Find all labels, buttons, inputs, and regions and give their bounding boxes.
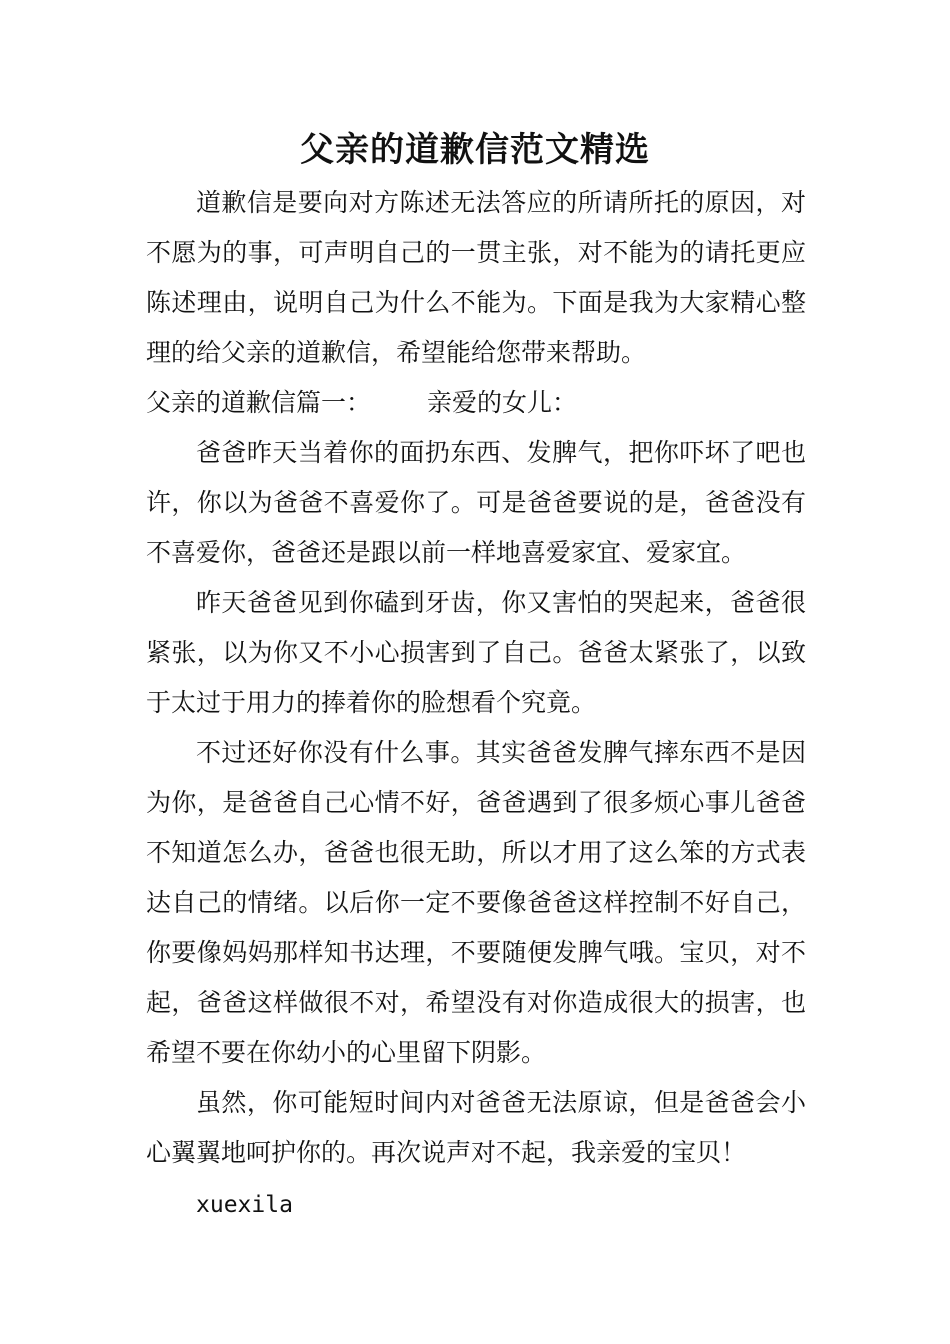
letter-paragraph-1: 爸爸昨天当着你的面扔东西、发脾气，把你吓坏了吧也许，你以为爸爸不喜爱你了。可是爸爸要说的是，爸爸没有不喜爱你，爸爸还是跟以前一样地喜爱家宜、爱家宜。: [146, 438, 806, 567]
salutation: 亲爱的女儿：: [427, 388, 578, 417]
letter-paragraph-2: 昨天爸爸见到你磕到牙齿，你又害怕的哭起来，爸爸很紧张，以为你又不小心损害到了自己。爸爸太紧张了，以致于太过于用力的捧着你的脸想看个究竟。: [146, 588, 806, 717]
letter-paragraph-3: 不过还好你没有什么事。其实爸爸发脾气摔东西不是因为你，是爸爸自己心情不好，爸爸遇到了很多烦心事儿爸爸不知道怎么办，爸爸也很无助，所以才用了这么笨的方式表达自己的情绪。以后你一定不要像爸爸这样控制不好自己，你要像妈妈那样知书达理，不要随便发脾气哦。宝贝，对不起，爸爸这样做很不对，希望没有对你造成很大的损害，也希望不要在你幼小的心里留下阴影。: [146, 738, 806, 1067]
document-title: 父亲的道歉信范文精选: [300, 130, 650, 170]
section-heading: 父亲的道歉信篇一：: [146, 388, 372, 417]
intro-paragraph: 道歉信是要向对方陈述无法答应的所请所托的原因，对不愿为的事，可声明自己的一贯主张，对不能为的请托更应陈述理由，说明自己为什么不能为。下面是我为大家精心整理的给父亲的道歉信，希望能给您带来帮助。: [146, 188, 806, 367]
signature: xuexila: [196, 1192, 293, 1218]
document-body: [146, 178, 806, 1230]
letter-paragraph-4: 虽然，你可能短时间内对爸爸无法原谅，但是爸爸会小心翼翼地呵护你的。再次说声对不起，我亲爱的宝贝！: [146, 1088, 806, 1167]
section-heading-line: [146, 378, 806, 428]
